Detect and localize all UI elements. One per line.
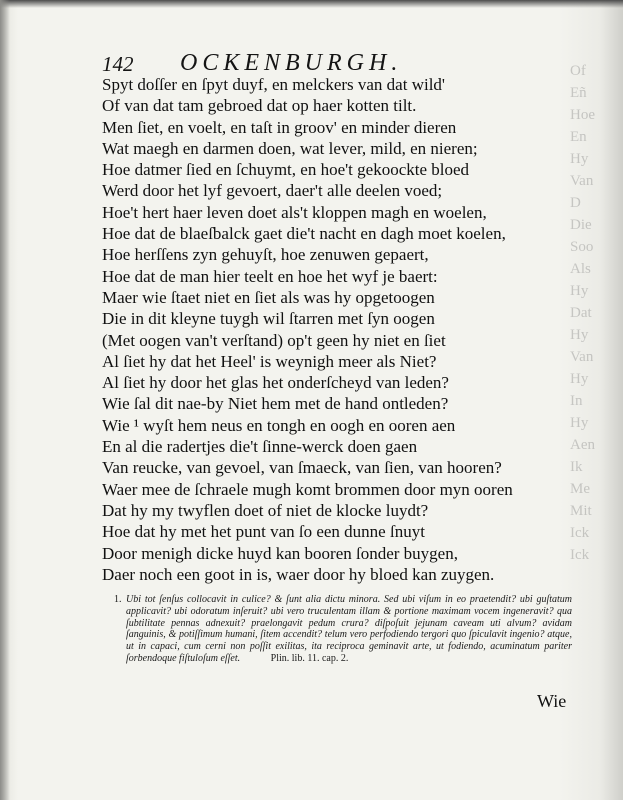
poem-body [102,74,572,585]
footnote-text: Ubi tot ſenſus collocavit in culice? & ſunt alia dictu minora. Sed ubi viſum in eo praetendit? ubi guſtatum applicavit? ubi odoratum inſeruit? ubi vero truculentam illam & portione maximam vocem ingeneravit? qua ſubtilitate pennas adnexuit? praelongavit pedum crura? diſpoſuit jejunam caveam uti alvum? avidam ſanguinis, & potiſſimum humani, ſitem accendit? telum vero perfodiendo tergori quo ſpiculavit ingenio? atque, ut in capaci, cum cerni non poſſit exilitas, ita reciproca geminavit arte, ut fodiendo, acuminatum pariter ſorbendoque fiſtuloſum eſſet. [126,594,572,664]
poem-line: Spyt doſſer en ſpyt duyf, en melckers van dat wild' [102,75,445,94]
poem-line: Dat hy my twyflen doet of niet de klocke luydt? [102,500,429,520]
poem-line: Van reucke, van gevoel, van ſmaeck, van ſien, van hooren? [102,458,502,478]
running-title: OCKENBURGH. [180,50,403,76]
poem-line: Werd door het lyf gevoert, daer't alle deelen voed; [102,181,443,201]
poem-line: Waer mee de ſchraele mugh komt brommen door myn ooren [102,479,513,499]
poem-line: Men ſiet, en voelt, en taſt in groov' en minder dieren [102,117,457,137]
footnote [114,594,572,665]
footnote-number: 1. [114,594,122,605]
poem-line: Wie ¹ wyſt hem neus en tongh en oogh en ooren aen [102,415,456,435]
poem-line: (Met oogen van't verſtand) op't geen hy niet en ſiet [102,330,446,350]
poem-line: Al ſiet hy door het glas het onderſcheyd van leden? [102,373,449,393]
poem-line: Al ſiet hy dat het Heel' is weynigh meer als Niet? [102,351,437,371]
poem-line: Wat maegh en darmen doen, wat lever, mild, en nieren; [102,138,478,158]
poem-line: Hoe dat de man hier teelt en hoe het wyf je baert: [102,266,438,286]
page-top-shadow [0,0,623,8]
poem-line: Hoe datmer ſied en ſchuymt, en hoe't gekoockte bloed [102,160,470,180]
poem-line: Hoe dat hy met het punt van ſo een dunne ſnuyt [102,522,425,542]
poem-line: Door menigh dicke huyd kan booren ſonder buygen, [102,543,458,563]
poem-line: Wie ſal dit nae-by Niet hem met de hand ontleden? [102,394,449,414]
poem-line: Of van dat tam gebroed dat op haer kotten tilt. [102,96,417,116]
poem-line: Hoe dat de blaeſbalck gaet die't nacht en dagh moet koelen, [102,224,506,244]
facing-page-bleed: Of Eñ Hoe En Hy Van D Die Soo Als Hy Dat Hy Van Hy In Hy Aen Ik Me Mit Ick Ick [570,63,595,563]
poem-line: Daer noch een goot in is, waer door hy bloed kan zuygen. [102,564,495,584]
page-gutter-edge [0,0,10,800]
poem-line: Maer wie ſtaet niet en ſiet als was hy opgetoogen [102,287,435,307]
footnote-source: Plin. lib. 11. cap. 2. [270,652,349,664]
poem-line: En al die radertjes die't ſinne-werck doen gaen [102,437,418,457]
poem-line: Hoe't hert haer leven doet als't kloppen magh en woelen, [102,202,487,222]
poem-line: Hoe herſſens zyn gehuyſt, hoe zenuwen gepaert, [102,245,429,265]
catchword: Wie [537,691,567,711]
page-number: 142 [102,52,134,76]
poem-line: Die in dit kleyne tuygh wil ſtarren met ſyn oogen [102,309,435,329]
